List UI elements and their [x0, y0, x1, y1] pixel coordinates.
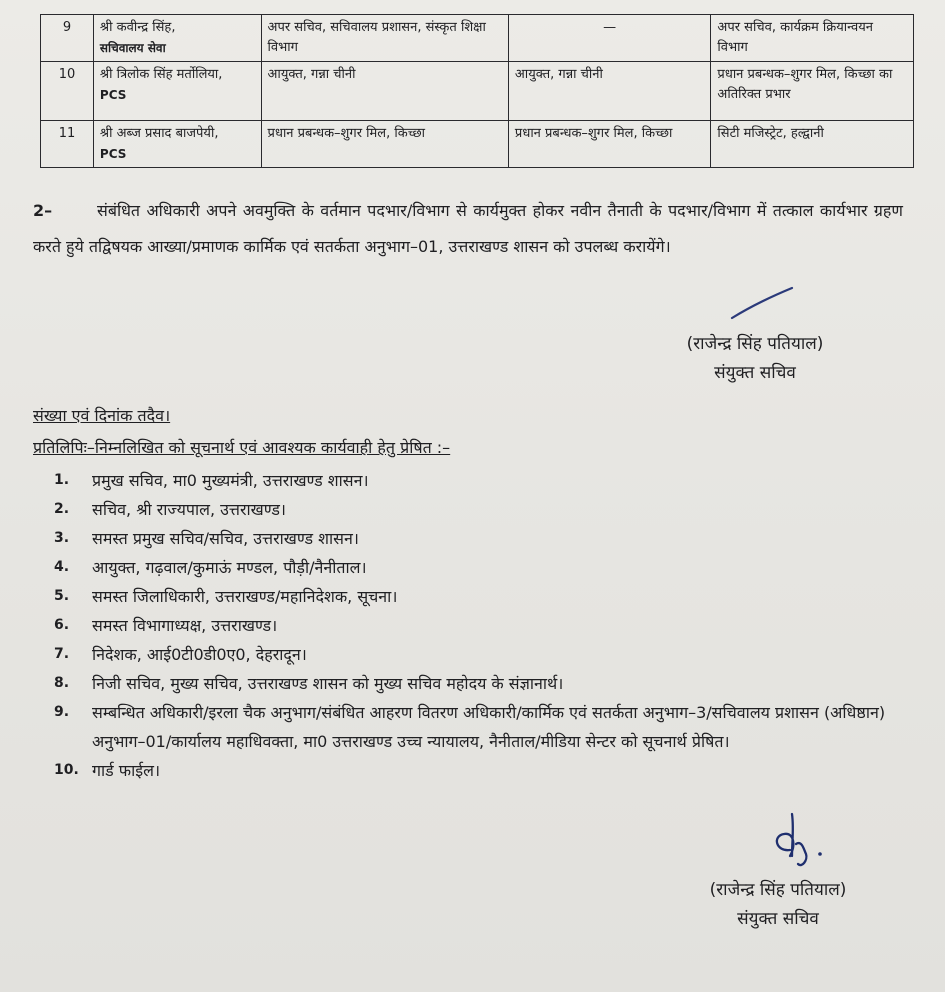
item-text: समस्त प्रमुख सचिव/सचिव, उत्तराखण्ड शासन।: [92, 529, 359, 548]
officer-service: PCS: [99, 88, 127, 102]
item-text: निदेशक, आई0टी0डी0ए0, देहरादून।: [92, 645, 307, 664]
additional-charge: अपर सचिव, कार्यक्रम क्रियान्वयन विभाग: [711, 15, 914, 62]
signatory-name: (राजेन्द्र सिंह पतियाल): [709, 880, 847, 900]
item-text: गार्ड फाईल।: [92, 761, 161, 780]
item-number: 8.: [54, 675, 70, 691]
copy-list: [42, 466, 922, 785]
officer-service: सचिवालय सेवा: [99, 41, 166, 55]
new-post: —: [508, 15, 711, 62]
item-number: 5.: [54, 588, 70, 604]
additional-charge: प्रधान प्रबन्धक–शुगर मिल, किच्छा का अतिरिक्त प्रभार: [711, 62, 914, 121]
table-row: [41, 15, 914, 62]
table-row: [41, 62, 914, 121]
officer-name: श्री त्रिलोक सिंह मर्तोलिया,: [99, 67, 223, 82]
serial-number: 10: [41, 62, 94, 121]
officer-name-cell: [93, 62, 261, 121]
list-item: [42, 640, 922, 669]
item-number: 6.: [54, 617, 70, 633]
officer-name-cell: [93, 121, 261, 168]
list-item: [42, 582, 922, 611]
current-post: आयुक्त, गन्ना चीनी: [261, 62, 508, 121]
item-number: 4.: [54, 559, 70, 575]
item-number: 3.: [54, 530, 70, 546]
signature-stroke-mark: [728, 284, 798, 324]
item-text: प्रमुख सचिव, मा0 मुख्यमंत्री, उत्तराखण्ड शासन।: [92, 471, 369, 490]
item-text: आयुक्त, गढ़वाल/कुमाऊं मण्डल, पौड़ी/नैनीताल।: [92, 558, 367, 577]
item-number: 9.: [54, 704, 70, 720]
serial-number: 9: [41, 15, 94, 62]
item-text: सम्बन्धित अधिकारी/इरला चैक अनुभाग/संबंधित आहरण वितरण अधिकारी/कार्मिक एवं सतर्कता अनुभाग–3/सचिवालय प्रशासन (अधिष्ठान) अनुभाग–01/कार्यालय महाधिवक्ता, मा0 उत्तराखण्ड उच्च न्यायालय, नैनीताल/मीडिया सेन्टर को सूचनार्थ प्रेषित।: [92, 703, 886, 751]
officer-name: श्री अब्ज प्रसाद बाजपेयी,: [99, 126, 219, 141]
officer-name-cell: [93, 15, 261, 62]
item-text: निजी सचिव, मुख्य सचिव, उत्तराखण्ड शासन को मुख्य सचिव महोदय के संज्ञानार्थ।: [92, 674, 564, 693]
officer-name: श्री कवीन्द्र सिंह,: [99, 20, 176, 35]
list-item: [42, 553, 922, 582]
reference-line: संख्या एवं दिनांक तदैव।: [33, 406, 171, 425]
item-text: समस्त जिलाधिकारी, उत्तराखण्ड/महानिदेशक, सूचना।: [92, 587, 398, 606]
item-text: समस्त विभागाध्यक्ष, उत्तराखण्ड।: [92, 616, 278, 635]
copy-heading: प्रतिलिपिः–निम्नलिखित को सूचनार्थ एवं आवश्यक कार्यवाही हेतु प्रेषित :–: [33, 438, 451, 457]
serial-number: 11: [41, 121, 94, 168]
list-item: [42, 495, 922, 524]
item-number: 1.: [54, 472, 70, 488]
current-post: प्रधान प्रबन्धक–शुगर मिल, किच्छा: [261, 121, 508, 168]
list-item: [42, 524, 922, 553]
list-item: [42, 669, 922, 698]
officer-service: PCS: [99, 147, 127, 161]
signatory-name: (राजेन्द्र सिंह पतियाल): [686, 334, 824, 354]
signature-block-bottom: [678, 876, 878, 934]
list-item: [42, 756, 922, 785]
item-number: 10.: [54, 762, 79, 778]
new-post: आयुक्त, गन्ना चीनी: [508, 62, 711, 121]
paragraph-number: 2–: [33, 201, 53, 220]
list-item: [42, 611, 922, 640]
item-text: सचिव, श्री राज्यपाल, उत्तराखण्ड।: [92, 500, 286, 519]
item-number: 7.: [54, 646, 70, 662]
list-item: [42, 466, 922, 495]
signature-block-top: [660, 330, 850, 388]
additional-charge: सिटी मजिस्ट्रेट, हल्द्वानी: [711, 121, 914, 168]
list-item: [42, 698, 922, 756]
transfer-table: [40, 14, 914, 168]
item-number: 2.: [54, 501, 70, 517]
signatory-designation: संयुक्त सचिव: [714, 363, 796, 383]
paragraph-2: [33, 193, 903, 265]
current-post: अपर सचिव, सचिवालय प्रशासन, संस्कृत शिक्षा विभाग: [261, 15, 508, 62]
handwritten-signature: [762, 806, 832, 870]
paragraph-text: संबंधित अधिकारी अपने अवमुक्ति के वर्तमान पदभार/विभाग से कार्यमुक्त होकर नवीन तैनाती के पदभार/विभाग में तत्काल कार्यभार ग्रहण करते हुये तद्विषयक आख्या/प्रमाणक कार्मिक एवं सतर्कता अनुभाग–01, उत्तराखण्ड शासन को उपलब्ध करायेंगे।: [33, 201, 903, 256]
signatory-designation: संयुक्त सचिव: [737, 909, 819, 929]
new-post: प्रधान प्रबन्धक–शुगर मिल, किच्छा: [508, 121, 711, 168]
table-row: [41, 121, 914, 168]
